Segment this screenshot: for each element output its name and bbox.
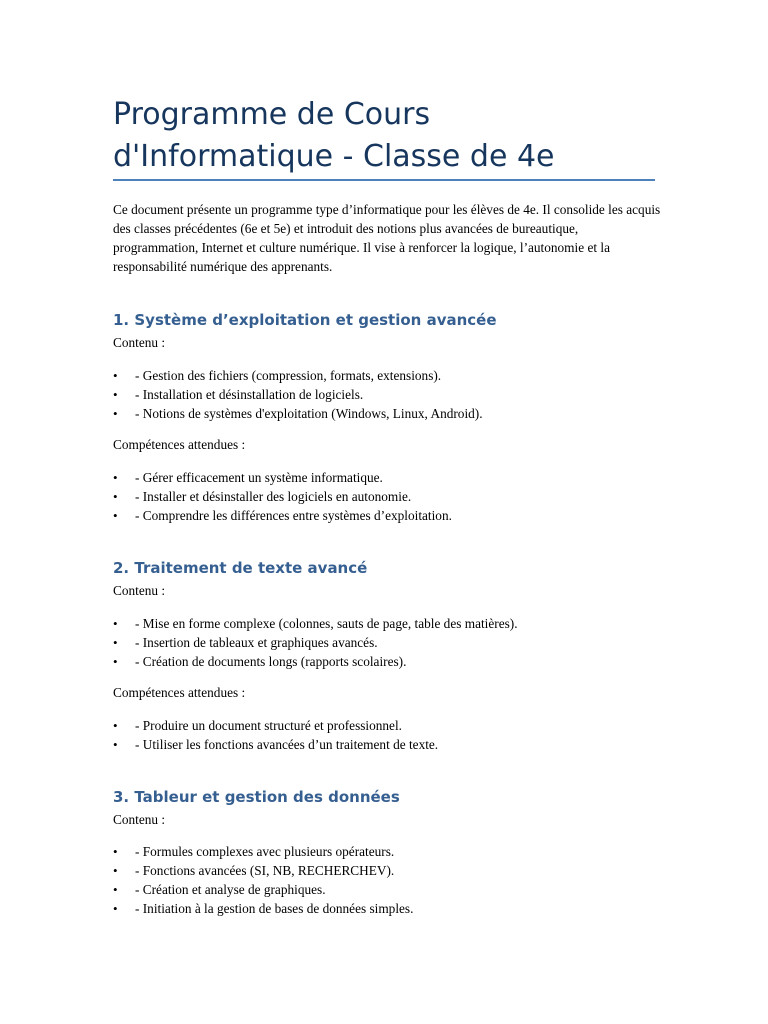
list-item: • - Utiliser les fonctions avancées d’un traitement de texte.: [113, 737, 439, 752]
list-item: • - Création de documents longs (rapports scolaires).: [113, 654, 407, 669]
title-underline: [113, 179, 655, 181]
bullet-icon: •: [113, 406, 118, 421]
list-item: • - Initiation à la gestion de bases de données simples.: [113, 901, 414, 916]
section-3-content-list: [113, 842, 673, 918]
section-1-content-label: Contenu :: [113, 335, 166, 350]
bullet-icon: •: [113, 387, 118, 402]
list-item: • - Notions de systèmes d'exploitation (Windows, Linux, Android).: [113, 406, 483, 421]
document-title: Programme de Cours d'Informatique - Classe de 4e: [113, 97, 555, 174]
section-2-content-list: [113, 614, 673, 671]
bullet-icon: •: [113, 654, 118, 669]
section-2-content-label: Contenu :: [113, 583, 166, 598]
list-item: • - Formules complexes avec plusieurs opérateurs.: [113, 844, 395, 859]
bullet-icon: •: [113, 844, 118, 859]
bullet-icon: •: [113, 635, 118, 650]
bullet-icon: •: [113, 616, 118, 631]
bullet-icon: •: [113, 901, 118, 916]
list-item: • - Comprendre les différences entre systèmes d’exploitation.: [113, 508, 452, 523]
section-1-skills-label: Compétences attendues :: [113, 437, 246, 452]
section-2-skills-label: Compétences attendues :: [113, 685, 246, 700]
section-3-heading: 3. Tableur et gestion des données: [113, 788, 400, 806]
list-item: • - Installer et désinstaller des logiciels en autonomie.: [113, 489, 412, 504]
bullet-icon: •: [113, 737, 118, 752]
bullet-icon: •: [113, 489, 118, 504]
bullet-icon: •: [113, 470, 118, 485]
section-2-heading: 2. Traitement de texte avancé: [113, 559, 368, 577]
section-3-content-label: Contenu :: [113, 812, 166, 827]
section-1-content-list: [113, 366, 673, 423]
list-item: • - Insertion de tableaux et graphiques avancés.: [113, 635, 378, 650]
bullet-icon: •: [113, 882, 118, 897]
section-2-skills-list: [113, 716, 673, 754]
bullet-icon: •: [113, 508, 118, 523]
list-item: • - Produire un document structuré et professionnel.: [113, 718, 402, 733]
intro-paragraph: Ce document présente un programme type d’informatique pour les élèves de 4e. Il consolide les acquis des classes précédentes (6e et 5e) et introduit des notions plus avancées de bureautique, programmation, Internet et culture numérique. Il vise à renforcer la logique, l’autonomie et la responsabilité numérique des apprenants.: [113, 202, 661, 274]
bullet-icon: •: [113, 368, 118, 383]
list-item: • - Fonctions avancées (SI, NB, RECHERCHEV).: [113, 863, 395, 878]
list-item: • - Mise en forme complexe (colonnes, sauts de page, table des matières).: [113, 616, 518, 631]
bullet-icon: •: [113, 718, 118, 733]
section-1-skills-list: [113, 468, 673, 525]
bullet-icon: •: [113, 863, 118, 878]
list-item: • - Création et analyse de graphiques.: [113, 882, 326, 897]
section-1-heading: 1. Système d’exploitation et gestion avancée: [113, 311, 497, 329]
list-item: • - Installation et désinstallation de logiciels.: [113, 387, 364, 402]
list-item: • - Gérer efficacement un système informatique.: [113, 470, 383, 485]
list-item: • - Gestion des fichiers (compression, formats, extensions).: [113, 368, 442, 383]
